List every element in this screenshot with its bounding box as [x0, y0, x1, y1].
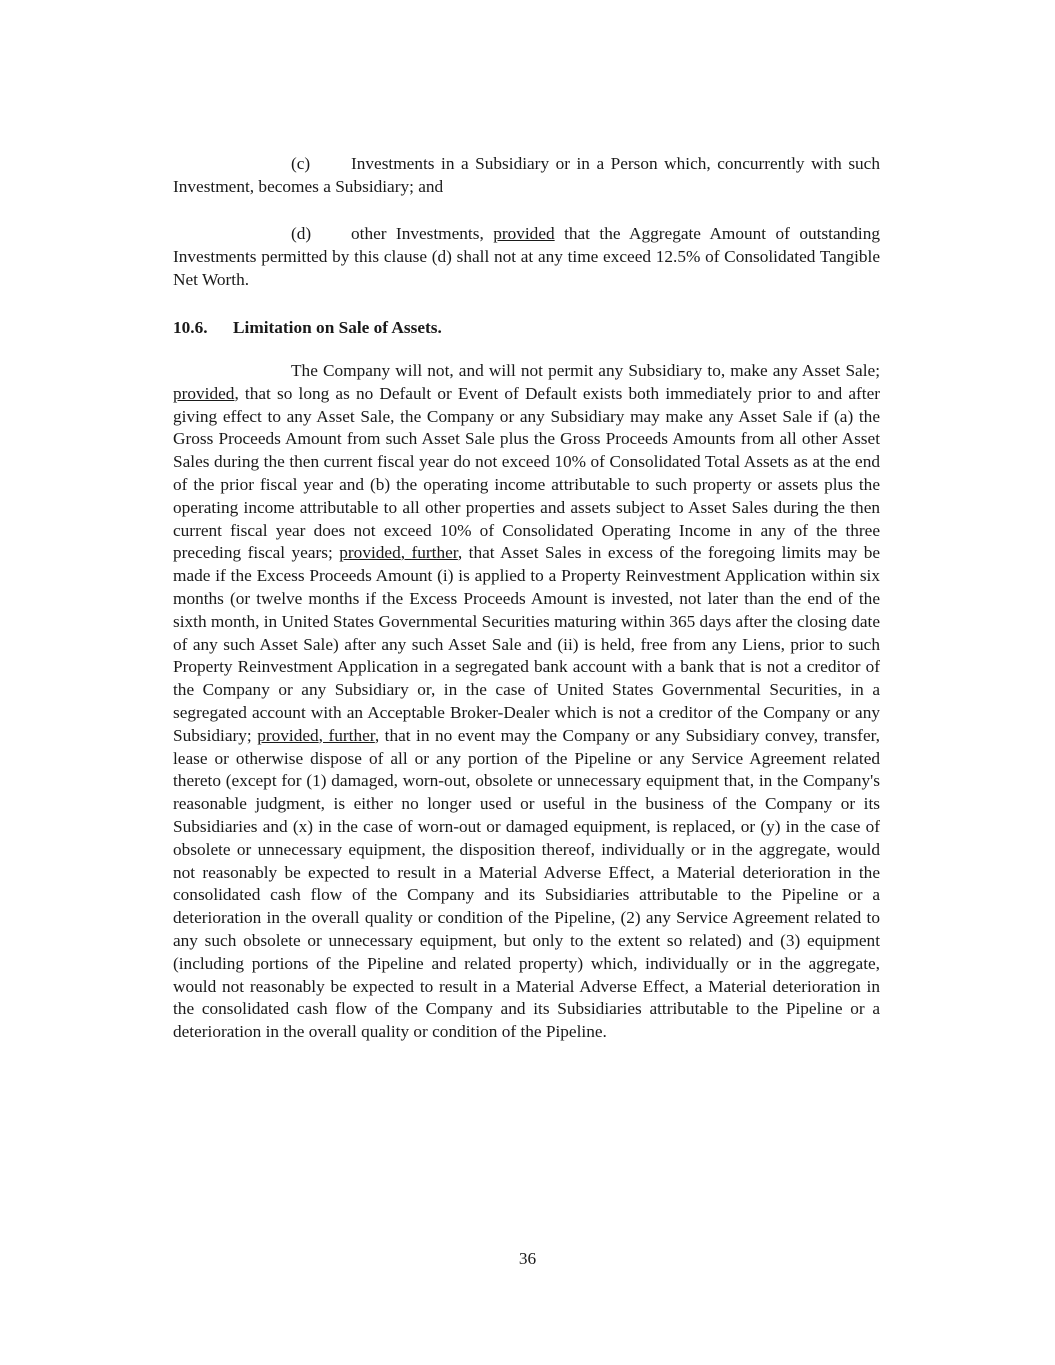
- section-title: Limitation on Sale of Assets.: [233, 318, 442, 337]
- main-part-4: , that in no event may the Company or any Subsidiary convey, transfer, lease or otherwise dispose of all or any portion of the Pipeline or any Service Agreement related thereto (except for (1) damaged, worn-out, obsolete or unnecessary equipment that, in the Company's reasonable judgment, is either no longer used or useful in the business of the Company or its Subsidiaries and (x) in the case of worn-out or damaged equipment, is replaced, or (y) in the case of obsolete or unnecessary equipment, the disposition thereof, individually or in the aggregate, would not reasonably be expected to result in a Material Adverse Effect, a Material deterioration in the consolidated cash flow of the Company and its Subsidiaries attributable to the Pipeline or a deterioration in the overall quality or condition of the Pipeline, (2) any Service Agreement related to any such obsolete or unnecessary equipment, but only to the extent so related) and (3) equipment (including portions of the Pipeline and related property) which, individually or in the aggregate, would not reasonably be expected to result in a Material Adverse Effect, a Material deterioration in the consolidated cash flow of the Company and its Subsidiaries attributable to the Pipeline or a deterioration in the overall quality or condition of the Pipeline.: [173, 725, 880, 1042]
- clause-d-label: (d): [291, 224, 312, 243]
- limitation-paragraph: [173, 360, 880, 1044]
- clause-d-paragraph: [173, 223, 880, 291]
- main-provided-2: provided: [339, 543, 401, 563]
- section-heading: [173, 317, 442, 340]
- clause-c-text: Investments in a Subsidiary or in a Person which, concurrently with such Investment, becomes a Subsidiary; and: [173, 154, 880, 196]
- main-further-2: further: [411, 543, 458, 563]
- section-number: 10.6.: [173, 318, 208, 337]
- clause-d-text-before: other Investments,: [351, 224, 494, 243]
- main-further-3: further: [328, 725, 375, 745]
- main-comma-3: ,: [318, 725, 329, 745]
- main-provided-1: provided: [173, 383, 235, 403]
- clause-c-label: (c): [291, 154, 311, 173]
- page-number: 36: [518, 1249, 537, 1268]
- main-part-1: The Company will not, and will not permit any Subsidiary to, make any Asset Sale;: [291, 361, 880, 380]
- main-part-2: , that so long as no Default or Event of Default exists both immediately prior to and after giving effect to any Asset Sale, the Company or any Subsidiary may make any Asset Sale if (a) the Gross Proceeds Amount from such Asset Sale plus the Gross Proceeds Amounts from all other Asset Sales during the then current fiscal year do not exceed 10% of Consolidated Total Assets as at the end of the prior fiscal year and (b) the operating income attributable to such property or assets plus the operating income attributable to all other properties and assets subject to Asset Sales during the then current fiscal year does not exceed 10% of Consolidated Operating Income in any of the three preceding fiscal years;: [173, 383, 880, 563]
- main-part-3: , that Asset Sales in excess of the foregoing limits may be made if the Excess Proceeds Amount (i) is applied to a Property Reinvestment Application within six months (or twelve months if the Excess Proceeds Amount is invested, not later than the end of the sixth month, in United States Governmental Securities maturing within 365 days after the closing date of any such Asset Sale) after any such Asset Sale and (ii) is held, free from any Liens, prior to such Property Reinvestment Application in a segregated bank account with a bank that is not a creditor of the Company or any Subsidiary or, in the case of United States Governmental Securities, in a segregated account with an Acceptable Broker-Dealer which is not a creditor of the Company or any Subsidiary;: [173, 543, 881, 745]
- clause-d-text-after: that the Aggregate Amount of outstanding Investments permitted by this clause (d) shall not at any time exceed 12.5% of Consolidated Tangible Net Worth.: [173, 224, 880, 289]
- main-comma-2: ,: [400, 543, 412, 563]
- clause-c-paragraph: [173, 153, 880, 199]
- main-provided-3: provided: [257, 725, 319, 745]
- clause-d-provided: provided: [493, 224, 555, 243]
